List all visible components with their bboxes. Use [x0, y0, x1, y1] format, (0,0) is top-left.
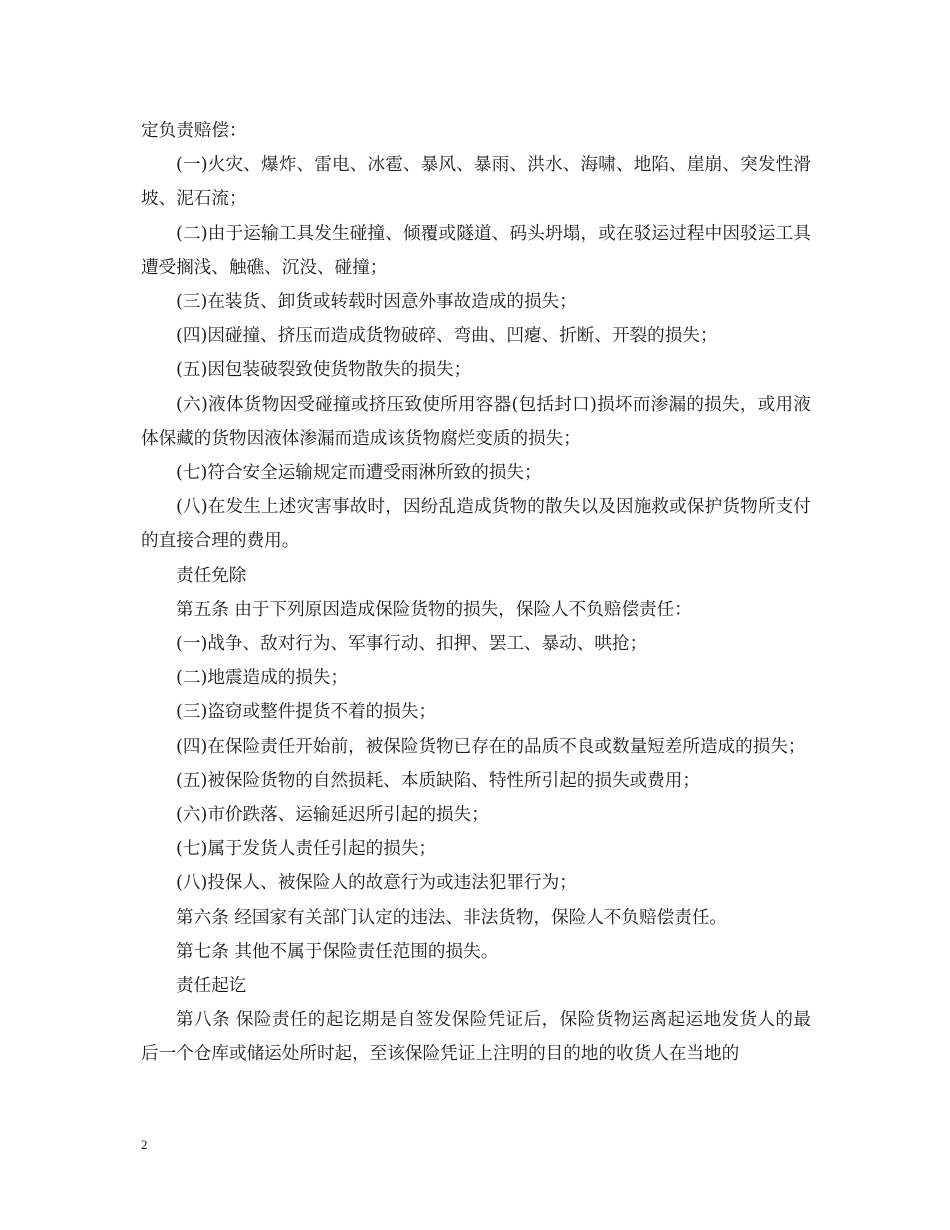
paragraph: (五)因包装破裂致使货物散失的损失； [176, 360, 472, 381]
paragraph: (一)战争、敌对行为、军事行动、扣押、罢工、暴动、哄抢； [176, 634, 648, 655]
paragraph: 定负责赔偿： [141, 121, 247, 141]
paragraph: (六)液体货物因受碰撞或挤压致使所用容器(包括封口)损坏而渗漏的损失，或用液体保藏的货物因液体渗漏而造成该货物腐烂变质的损失； [141, 394, 811, 449]
paragraph: (三)盗窃或整件提货不着的损失； [176, 702, 437, 723]
paragraph: (七)符合安全运输规定而遭受雨淋所致的损失； [176, 463, 542, 484]
paragraph: (八)在发生上述灾害事故时，因纷乱造成货物的散失以及因施救或保护货物所支付的直接合理的费用。 [141, 497, 811, 552]
paragraph: (六)市价跌落、运输延迟所引起的损失； [176, 805, 489, 826]
paragraph: 责任免除 [176, 565, 247, 586]
paragraph: (四)在保险责任开始前，被保险货物已存在的品质不良或数量短差所造成的损失； [176, 736, 806, 757]
paragraph: (八)投保人、被保险人的故意行为或违法犯罪行为； [176, 873, 577, 894]
paragraph: (五)被保险货物的自然损耗、本质缺陷、特性所引起的损失或费用； [176, 770, 700, 791]
paragraph: 责任起讫 [176, 976, 247, 997]
paragraph: 第五条 由于下列原因造成保险货物的损失，保险人不负赔偿责任： [176, 599, 692, 620]
page-number: 2 [141, 1137, 148, 1152]
paragraph: (一)火灾、爆炸、雷电、冰雹、暴风、暴雨、洪水、海啸、地陷、崖崩、突发性滑坡、泥石流； [141, 155, 811, 210]
paragraph: (二)地震造成的损失； [176, 668, 349, 689]
paragraph: 第六条 经国家有关部门认定的违法、非法货物，保险人不负赔偿责任。 [176, 907, 728, 928]
paragraph: (四)因碰撞、挤压而造成货物破碎、弯曲、凹瘪、折断、开裂的损失； [176, 326, 718, 347]
paragraph: (三)在装货、卸货或转载时因意外事故造成的损失； [176, 292, 577, 313]
paragraph: (七)属于发货人责任引起的损失； [176, 839, 437, 860]
paragraph: 第七条 其他不属于保险责任范围的损失。 [176, 941, 499, 962]
paragraph: (二)由于运输工具发生碰撞、倾覆或隧道、码头坍塌，或在驳运过程中因驳运工具遭受搁浅、触礁、沉没、碰撞； [141, 223, 811, 278]
paragraph: 第八条 保险责任的起讫期是自签发保险凭证后，保险货物运离起运地发货人的最后一个仓库或储运处所时起，至该保险凭证上注明的目的地的收货人在当地的 [141, 1010, 811, 1065]
body-text [141, 114, 811, 1072]
